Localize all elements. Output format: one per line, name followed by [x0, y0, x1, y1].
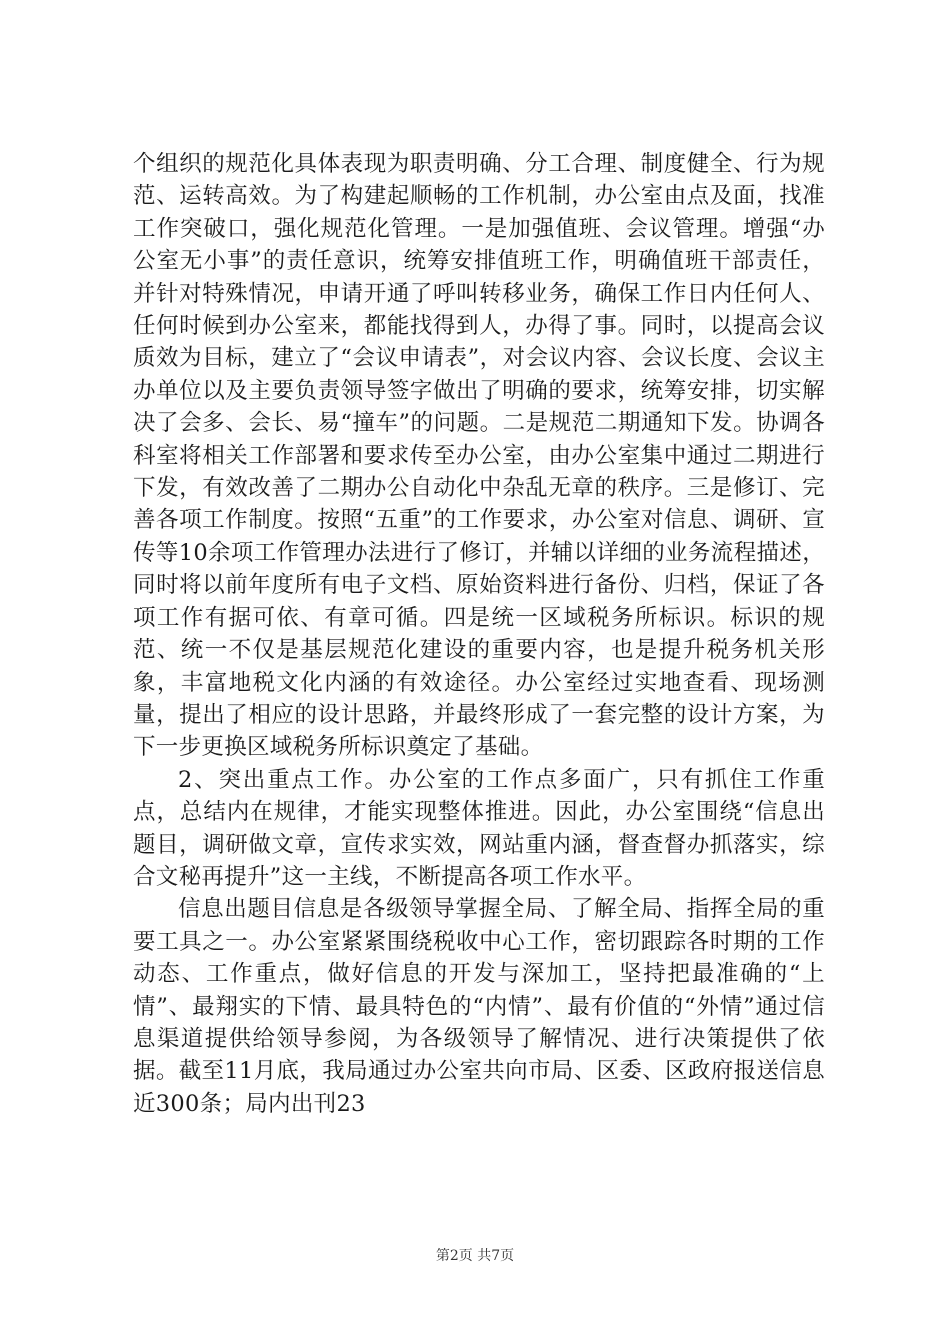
page-number-label: 第2页 共7页: [435, 1248, 515, 1264]
page-footer: [0, 1245, 950, 1265]
paragraph-1: 个组织的规范化具体表现为职责明确、分工合理、制度健全、行为规范、运转高效。为了构建起顺畅的工作机制，办公室由点及面，找准工作突破口，强化规范化管理。一是加强值班、会议管理。增强“办公室无小事”的责任意识，统筹安排值班工作，明确值班干部责任，并针对特殊情况，申请开通了呼叫转移业务，确保工作日内任何人、任何时候到办公室来，都能找得到人，办得了事。同时，以提高会议质效为目标，建立了“会议申请表”，对会议内容、会议长度、会议主办单位以及主要负责领导签字做出了明确的要求，统筹安排，切实解决了会多、会长、易“撞车”的问题。二是规范二期通知下发。协调各科室将相关工作部署和要求传至办公室，由办公室集中通过二期进行下发，有效改善了二期办公自动化中杂乱无章的秩序。三是修订、完善各项工作制度。按照“五重”的工作要求，办公室对信息、调研、宣传等10余项工作管理办法进行了修订，并辅以详细的业务流程描述，同时将以前年度所有电子文档、原始资料进行备份、归档，保证了各项工作有据可依、有章可循。四是统一区域税务所标识。标识的规范、统一不仅是基层规范化建设的重要内容，也是提升税务机关形象，丰富地税文化内涵的有效途径。办公室经过实地查看、现场测量，提出了相应的设计思路，并最终形成了一套完整的设计方案，为下一步更换区域税务所标识奠定了基础。: [133, 151, 825, 761]
paragraph-2: 2、突出重点工作。办公室的工作点多面广，只有抓住工作重点，总结内在规律，才能实现整体推进。因此，办公室围绕“信息出题目，调研做文章，宣传求实效，网站重内涵，督查督办抓落实，综合文秘再提升”这一主线，不断提高各项工作水平。: [133, 766, 825, 890]
document-body: [133, 148, 825, 1120]
paragraph-3: 信息出题目信息是各级领导掌握全局、了解全局、指挥全局的重要工具之一。办公室紧紧围绕税收中心工作，密切跟踪各时期的工作动态、工作重点，做好信息的开发与深加工，坚持把最准确的“上情”、最翔实的下情、最具特色的“内情”、最有价值的“外情”通过信息渠道提供给领导参阅，为各级领导了解情况、进行决策提供了依据。截至11月底，我局通过办公室共向市局、区委、区政府报送信息近300条；局内出刊23: [133, 896, 825, 1117]
